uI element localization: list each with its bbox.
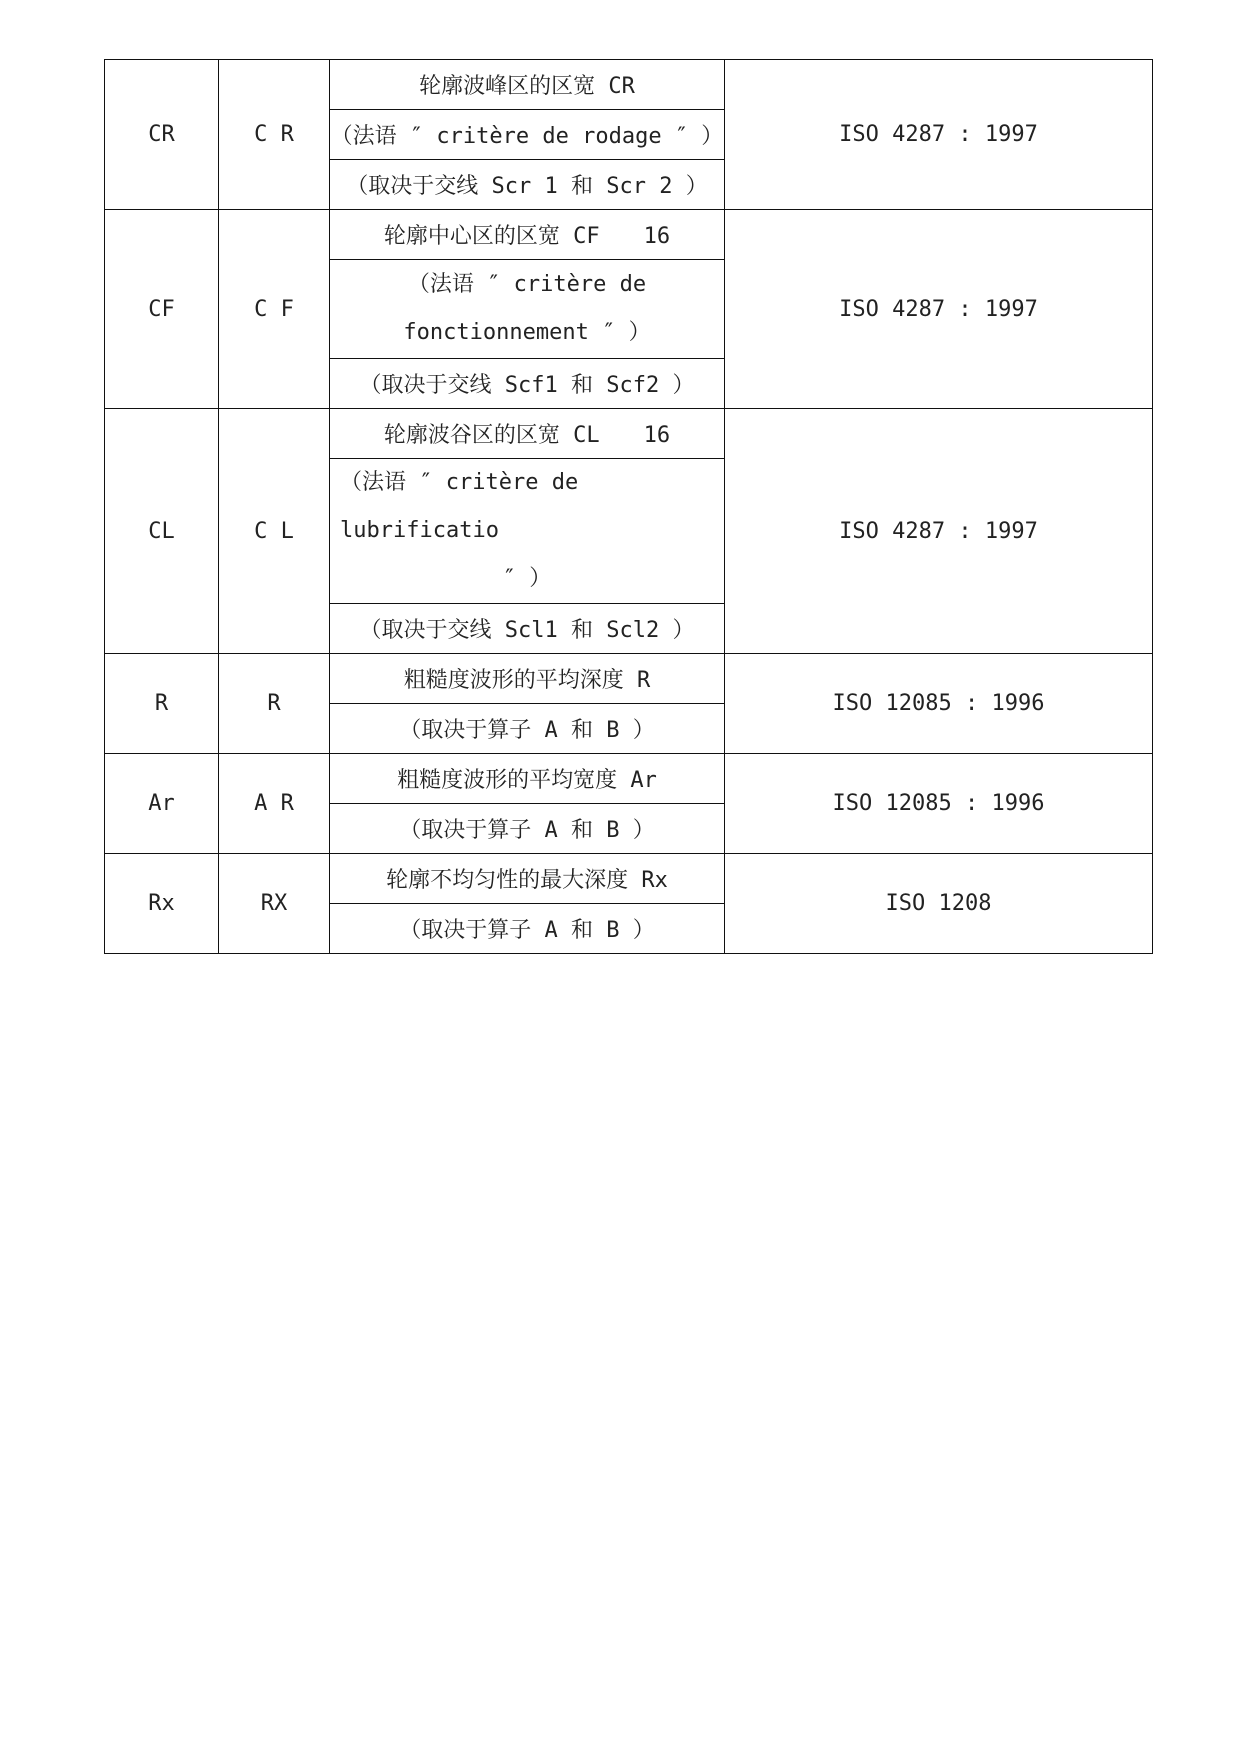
standard-cell: ISO 4287 : 1997 xyxy=(725,60,1153,210)
symbol-cell: CR xyxy=(105,60,219,210)
parameter-table xyxy=(104,59,1153,954)
description-line: （法语 ″ critère de xyxy=(407,272,647,297)
code-cell: C F xyxy=(219,210,330,409)
description-cell: （取决于算子 A 和 B ） xyxy=(330,704,725,754)
table-row xyxy=(105,210,1153,260)
code-cell: C R xyxy=(219,60,330,210)
description-cell: 轮廓波峰区的区宽 CR xyxy=(330,60,725,110)
description-cell: 轮廓中心区的区宽 CF 16 xyxy=(330,210,725,260)
standard-cell: ISO 4287 : 1997 xyxy=(725,210,1153,409)
description-cell xyxy=(330,459,725,604)
symbol-cell: Rx xyxy=(105,854,219,954)
standard-cell: ISO 4287 : 1997 xyxy=(725,409,1153,654)
description-line: fonctionnement ″ ） xyxy=(403,320,651,345)
table-row xyxy=(105,60,1153,110)
description-cell: （法语 ″ critère de rodage ″ ） xyxy=(330,110,725,160)
table-row xyxy=(105,854,1153,904)
code-cell: A R xyxy=(219,754,330,854)
description-cell: （取决于交线 Scl1 和 Scl2 ） xyxy=(330,604,725,654)
description-cell: 轮廓波谷区的区宽 CL 16 xyxy=(330,409,725,459)
description-cell: 粗糙度波形的平均深度 R xyxy=(330,654,725,704)
code-cell: R xyxy=(219,654,330,754)
table-row xyxy=(105,409,1153,459)
description-cell: 粗糙度波形的平均宽度 Ar xyxy=(330,754,725,804)
description-cell: （取决于算子 A 和 B ） xyxy=(330,904,725,954)
table-row xyxy=(105,654,1153,704)
standard-cell: ISO 1208 xyxy=(725,854,1153,954)
description-cell: （取决于算子 A 和 B ） xyxy=(330,804,725,854)
description-cell: （取决于交线 Scf1 和 Scf2 ） xyxy=(330,359,725,409)
symbol-cell: CF xyxy=(105,210,219,409)
symbol-cell: CL xyxy=(105,409,219,654)
description-cell: 轮廓不均匀性的最大深度 Rx xyxy=(330,854,725,904)
description-cell: （取决于交线 Scr 1 和 Scr 2 ） xyxy=(330,160,725,210)
standard-cell: ISO 12085 : 1996 xyxy=(725,754,1153,854)
description-cell xyxy=(330,260,725,359)
description-line: （法语 ″ critère de lubrificatio xyxy=(340,470,579,543)
code-cell: C L xyxy=(219,409,330,654)
symbol-cell: R xyxy=(105,654,219,754)
description-line: ″ ） xyxy=(502,566,552,591)
standard-cell: ISO 12085 : 1996 xyxy=(725,654,1153,754)
table-row xyxy=(105,754,1153,804)
symbol-cell: Ar xyxy=(105,754,219,854)
code-cell: RX xyxy=(219,854,330,954)
